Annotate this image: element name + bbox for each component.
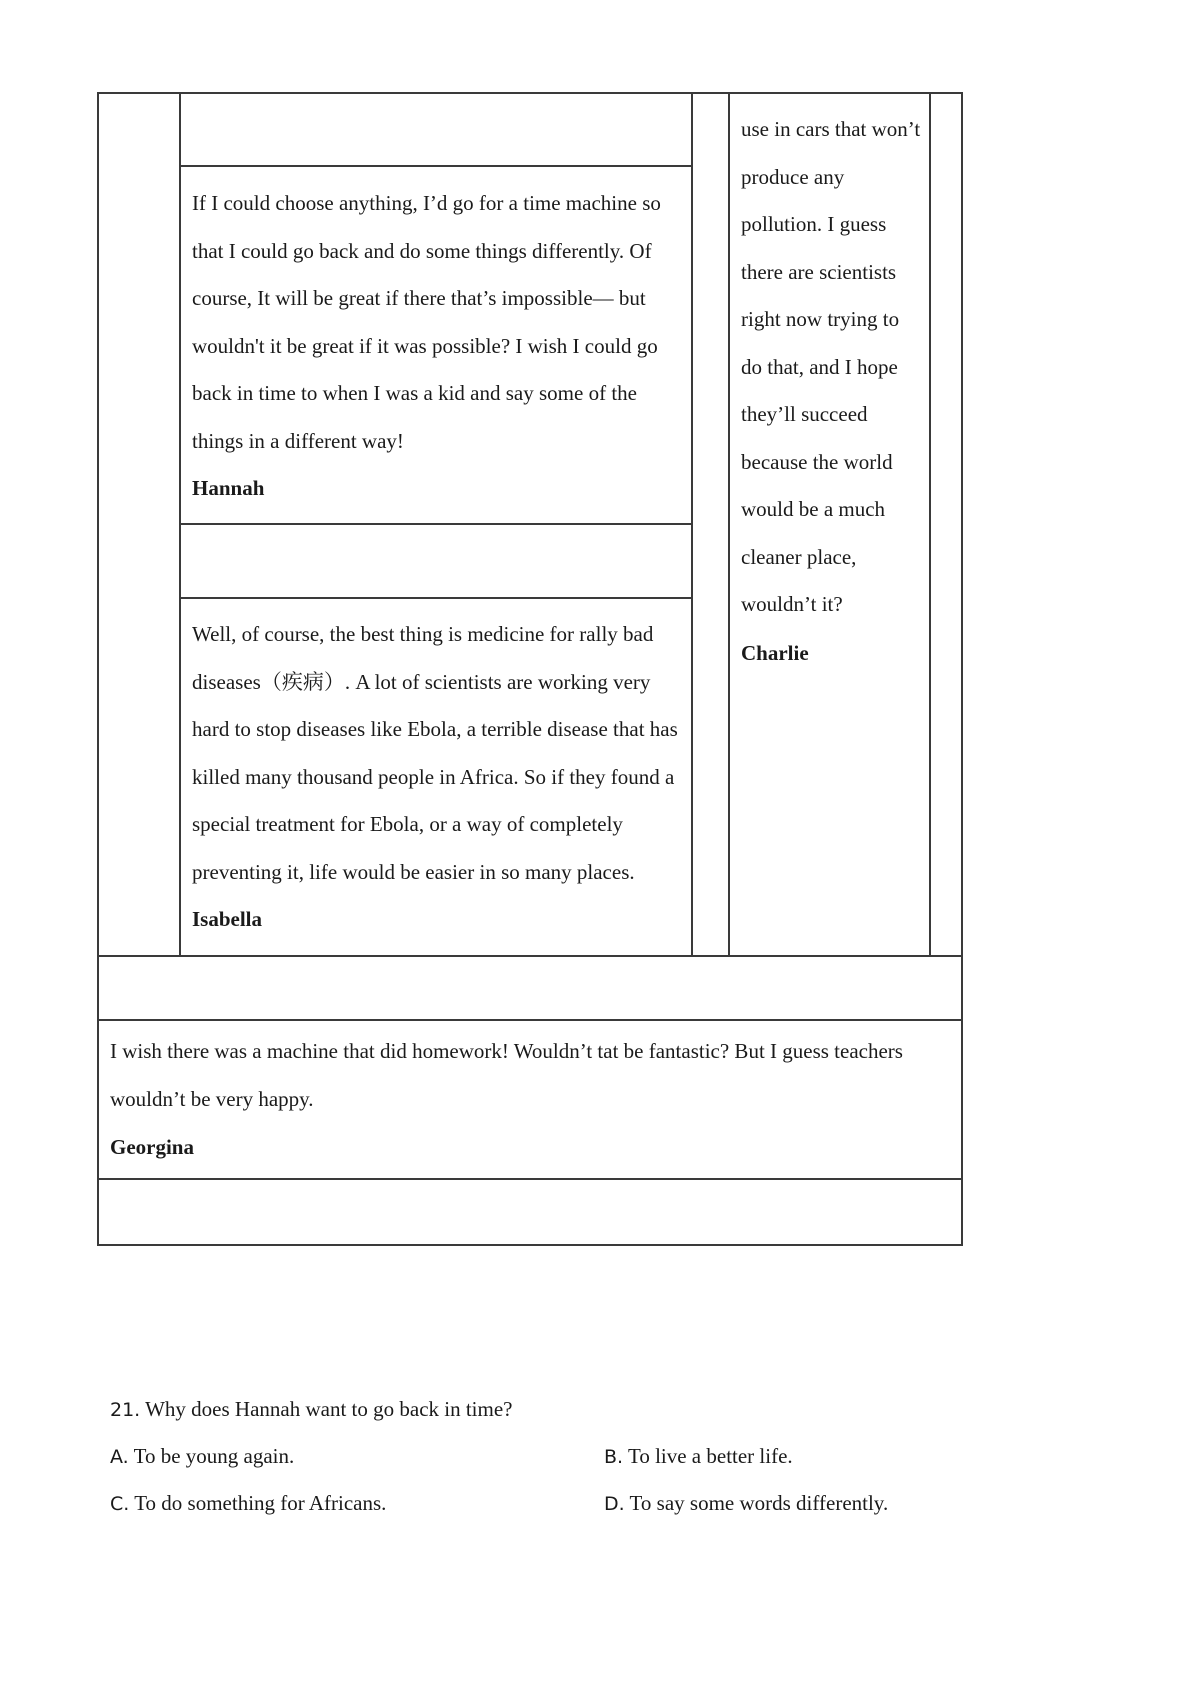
table-border-left xyxy=(97,92,99,1246)
option-c-label: C. xyxy=(110,1493,130,1515)
option-d-text: To say some words differently. xyxy=(629,1491,889,1515)
option-a-text: To be young again. xyxy=(133,1444,295,1468)
question-stem xyxy=(110,1394,513,1425)
hannah-text: If I could choose anything, I’d go for a time machine so that I could go back and do some things differently. Of course, It will be great if there that’s impossible— but wouldn't it be great if it was possible? I wish I could go back in time to when I was a kid and say some of the things in a different way! xyxy=(192,191,661,453)
option-c[interactable] xyxy=(110,1488,386,1519)
option-b-label: B. xyxy=(604,1446,624,1468)
question-number: 21. xyxy=(110,1399,141,1421)
row-divider-3 xyxy=(179,597,693,599)
table-border-bottom xyxy=(97,1244,963,1246)
row-divider-5 xyxy=(97,1019,963,1021)
isabella-name: Isabella xyxy=(192,907,263,931)
isabella-text: Well, of course, the best thing is medicine for rally bad diseases（疾病）. A lot of scientists are working very hard to stop diseases like Ebola, a terrible disease that has killed many thousand people in Africa. So if they found a special treatment for Ebola, or a way of completely preventing it, life would be easier in so many places. xyxy=(192,622,678,884)
option-a-label: A. xyxy=(110,1446,129,1468)
charlie-name: Charlie xyxy=(741,641,809,665)
option-d-label: D. xyxy=(604,1493,625,1515)
column-divider-4 xyxy=(929,92,931,956)
charlie-text: use in cars that won’t produce any pollution. I guess there are scientists right now trying to do that, and I hope they’ll succeed because the world would be a much cleaner place, wouldn’t it? xyxy=(741,117,921,616)
option-b-text: To live a better life. xyxy=(627,1444,793,1468)
option-a[interactable] xyxy=(110,1441,294,1472)
option-d[interactable] xyxy=(604,1488,888,1519)
table-border-top xyxy=(97,92,963,94)
option-c-text: To do something for Africans. xyxy=(134,1491,387,1515)
hannah-name: Hannah xyxy=(192,476,265,500)
column-divider-3 xyxy=(728,92,730,956)
row-divider-4 xyxy=(97,955,963,957)
row-divider-2 xyxy=(179,523,693,525)
option-b[interactable] xyxy=(604,1441,793,1472)
question-text: Why does Hannah want to go back in time? xyxy=(145,1397,513,1421)
table-border-right xyxy=(961,92,963,1246)
row-divider-1 xyxy=(179,165,693,167)
georgina-text: I wish there was a machine that did homework! Wouldn’t tat be fantastic? But I guess teachers wouldn’t be very happy. xyxy=(110,1039,903,1111)
row-divider-6 xyxy=(97,1178,963,1180)
georgina-name: Georgina xyxy=(110,1135,194,1159)
